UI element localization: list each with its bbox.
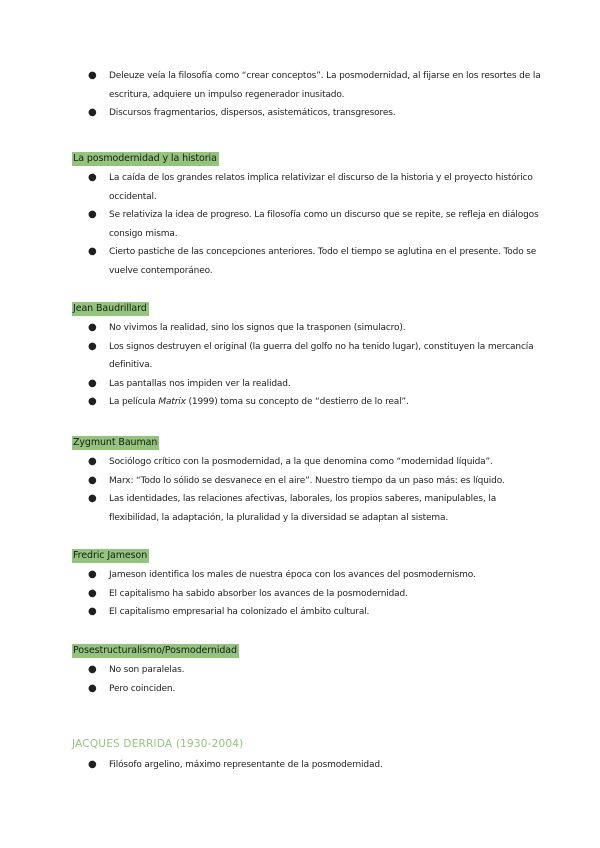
posestructuralismo-section — [72, 638, 542, 698]
list-item: ● Pero coinciden. — [72, 680, 542, 699]
bauman-list — [72, 453, 542, 527]
list-item: ● Marx: “Todo lo sólido se desvanece en el aire”. Nuestro tiempo da un paso más: es líquido. — [72, 472, 542, 491]
list-item: ● El capitalismo empresarial ha colonizado el ámbito cultural. — [72, 603, 542, 622]
bullet-icon: ● — [88, 70, 97, 81]
list-item: ● Jameson identifica los males de nuestra época con los avances del posmodernismo. — [72, 566, 542, 585]
intro-list — [72, 67, 542, 123]
bullet-icon: ● — [88, 569, 97, 580]
list-item: ● Las pantallas nos impiden ver la realidad. — [72, 375, 542, 394]
bullet-icon: ● — [88, 606, 97, 617]
section-heading: Zygmunt Bauman — [73, 437, 158, 448]
derrida-list — [72, 756, 542, 775]
section-heading: Posestructuralismo/Posmodernidad — [73, 645, 237, 656]
historia-list — [72, 169, 542, 280]
list-item: ● Cierto pastiche de las concepciones anteriores. Todo el tiempo se aglutina en el presente. Todo se vuelve contemporáneo. — [72, 243, 542, 280]
list-item: ● Se relativiza la idea de progreso. La filosofía como un discurso que se repite, se refleja en diálogos consigo misma. — [72, 206, 542, 243]
section-heading: Fredric Jameson — [73, 550, 148, 561]
list-item: ● El capitalismo ha sabido absorber los avances de la posmodernidad. — [72, 585, 542, 604]
movie-title: Matrix — [158, 397, 186, 407]
bullet-icon: ● — [88, 474, 97, 486]
bullet-icon: ● — [88, 377, 97, 389]
bullet-icon: ● — [88, 172, 97, 183]
baudrillard-list — [72, 319, 542, 412]
bullet-icon: ● — [88, 456, 97, 467]
bullet-icon: ● — [88, 340, 97, 352]
bauman-section — [72, 430, 542, 527]
bullet-icon: ● — [88, 209, 97, 220]
bullet-icon: ● — [88, 246, 97, 257]
list-item: ● Las identidades, las relaciones afectivas, laborales, los propios saberes, manipulables, la flexibilidad, la adaptación, la pluralidad y la diversidad se adaptan al sistema. — [72, 490, 542, 527]
bullet-icon: ● — [88, 396, 97, 407]
list-item: ● Sociólogo crítico con la posmodernidad, a la que denomina como “modernidad líquida”. — [72, 453, 542, 472]
intro-section — [72, 67, 542, 123]
list-item: ● La caída de los grandes relatos implica relativizar el discurso de la historia y el proyecto histórico occidental. — [72, 169, 542, 206]
list-item: ● No son paralelas. — [72, 661, 542, 680]
list-item: ● No vivimos la realidad, sino los signos que la trasponen (simulacro). — [72, 319, 542, 338]
bullet-icon: ● — [88, 587, 97, 599]
section-heading: La posmodernidad y la historia — [73, 153, 217, 164]
list-item: ● Filósofo argelino, máximo representante de la posmodernidad. — [72, 756, 542, 775]
bullet-icon: ● — [88, 759, 97, 770]
list-item: ● Los signos destruyen el original (la guerra del golfo no ha tenido lugar), constituyen la mercancía definitiva. — [72, 338, 542, 375]
bullet-icon: ● — [88, 682, 97, 694]
list-item: ● La película Matrix (1999) toma su concepto de “destierro de lo real”. — [72, 393, 542, 412]
section-title: JACQUES DERRIDA (1930-2004) — [72, 738, 244, 750]
bullet-icon: ● — [88, 322, 97, 333]
list-item: ● Discursos fragmentarios, dispersos, asistemáticos, transgresores. — [72, 104, 542, 123]
historia-section — [72, 146, 542, 280]
bullet-icon: ● — [88, 107, 97, 118]
bullet-icon: ● — [88, 664, 97, 675]
baudrillard-section — [72, 296, 542, 412]
section-heading: Jean Baudrillard — [73, 303, 147, 314]
posestructuralismo-list — [72, 661, 542, 698]
list-item: ● Deleuze veía la filosofía como “crear conceptos”. La posmodernidad, al fijarse en los resortes de la escritura, adquiere un impulso regenerador inusitado. — [72, 67, 542, 104]
jameson-list — [72, 566, 542, 622]
bullet-icon: ● — [88, 493, 97, 504]
derrida-section — [72, 732, 542, 775]
jameson-section — [72, 543, 542, 622]
